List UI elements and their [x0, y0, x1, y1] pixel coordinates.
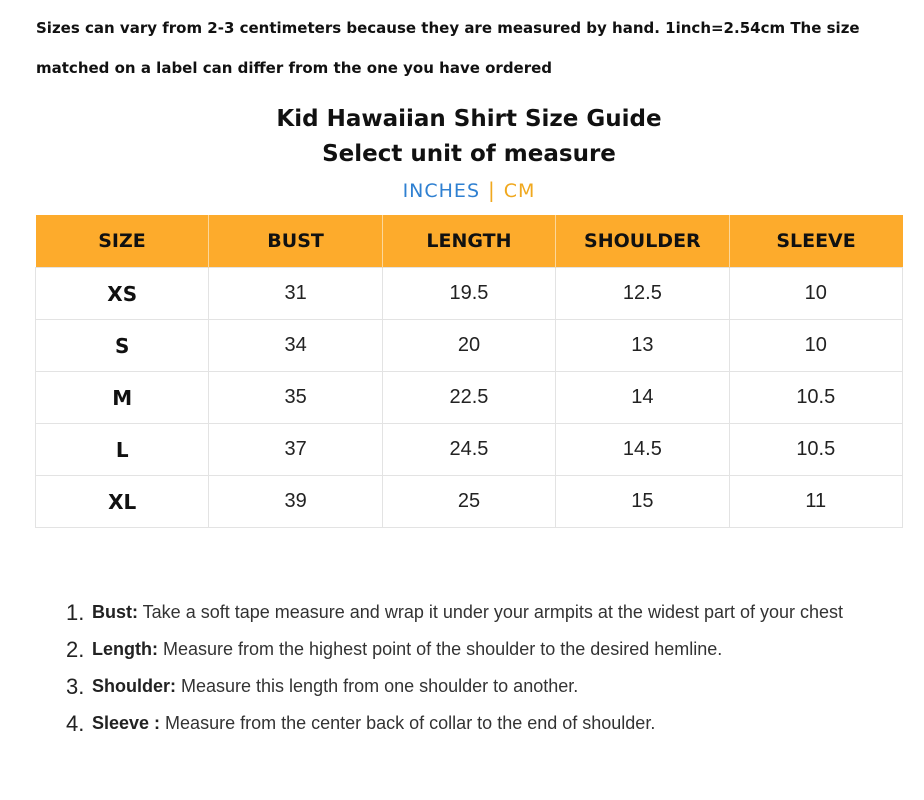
bust-cell: 39 — [209, 476, 382, 528]
instruction-text: Take a soft tape measure and wrap it under your armpits at the widest part of your chest — [138, 602, 844, 622]
instruction-term: Shoulder: — [92, 676, 176, 696]
list-number: 4. — [66, 711, 85, 736]
guide-title: Kid Hawaiian Shirt Size Guide — [276, 106, 662, 132]
shoulder-cell: 14 — [556, 372, 729, 424]
size-notice: Sizes can vary from 2-3 centimeters because they are measured by hand. 1inch=2.54cm The size matched on a label can differ from the one you have ordered — [36, 19, 860, 77]
bust-cell: 37 — [209, 424, 382, 476]
size-cell: S — [36, 320, 209, 372]
length-cell: 20 — [382, 320, 555, 372]
unit-prompt: Select unit of measure — [322, 141, 616, 167]
table-row — [36, 268, 903, 320]
instruction-text: Measure this length from one shoulder to another. — [176, 676, 579, 696]
unit-switch — [0, 178, 924, 202]
list-number: 2. — [66, 637, 85, 662]
measurement-instructions — [66, 594, 866, 742]
sleeve-cell: 10.5 — [729, 424, 902, 476]
column-header-bust: BUST — [209, 215, 382, 268]
sleeve-cell: 10 — [729, 320, 902, 372]
column-header-sleeve: SLEEVE — [729, 215, 902, 268]
sleeve-cell: 10.5 — [729, 372, 902, 424]
bust-cell: 34 — [209, 320, 382, 372]
shoulder-cell: 15 — [556, 476, 729, 528]
instruction-item-sleeve — [66, 705, 866, 742]
size-cell: XS — [36, 268, 209, 320]
shoulder-cell: 13 — [556, 320, 729, 372]
instruction-item-length — [66, 631, 866, 668]
unit-separator: | — [488, 178, 496, 202]
unit-inches-option[interactable]: INCHES — [402, 180, 480, 202]
list-number: 3. — [66, 674, 85, 699]
column-header-size: SIZE — [36, 215, 209, 268]
length-cell: 22.5 — [382, 372, 555, 424]
instruction-term: Length: — [92, 639, 158, 659]
size-guide-header — [0, 102, 924, 202]
shoulder-cell: 14.5 — [556, 424, 729, 476]
size-cell: L — [36, 424, 209, 476]
length-cell: 19.5 — [382, 268, 555, 320]
sleeve-cell: 10 — [729, 268, 902, 320]
instruction-text: Measure from the center back of collar to the end of shoulder. — [160, 713, 656, 733]
table-row — [36, 476, 903, 528]
length-cell: 25 — [382, 476, 555, 528]
shoulder-cell: 12.5 — [556, 268, 729, 320]
table-header-row — [36, 215, 903, 268]
length-cell: 24.5 — [382, 424, 555, 476]
table-row — [36, 424, 903, 476]
sleeve-cell: 11 — [729, 476, 902, 528]
instruction-item-bust — [66, 594, 866, 631]
bust-cell: 31 — [209, 268, 382, 320]
table-row — [36, 320, 903, 372]
instruction-term: Bust: — [92, 602, 138, 622]
size-chart-table — [35, 215, 903, 528]
size-cell: M — [36, 372, 209, 424]
size-cell: XL — [36, 476, 209, 528]
column-header-shoulder: SHOULDER — [556, 215, 729, 268]
instruction-text: Measure from the highest point of the shoulder to the desired hemline. — [157, 639, 723, 659]
column-header-length: LENGTH — [382, 215, 555, 268]
unit-cm-option[interactable]: CM — [503, 180, 536, 202]
bust-cell: 35 — [209, 372, 382, 424]
list-number: 1. — [66, 600, 85, 625]
table-row — [36, 372, 903, 424]
instruction-item-shoulder — [66, 668, 866, 705]
instruction-term: Sleeve : — [92, 713, 161, 733]
